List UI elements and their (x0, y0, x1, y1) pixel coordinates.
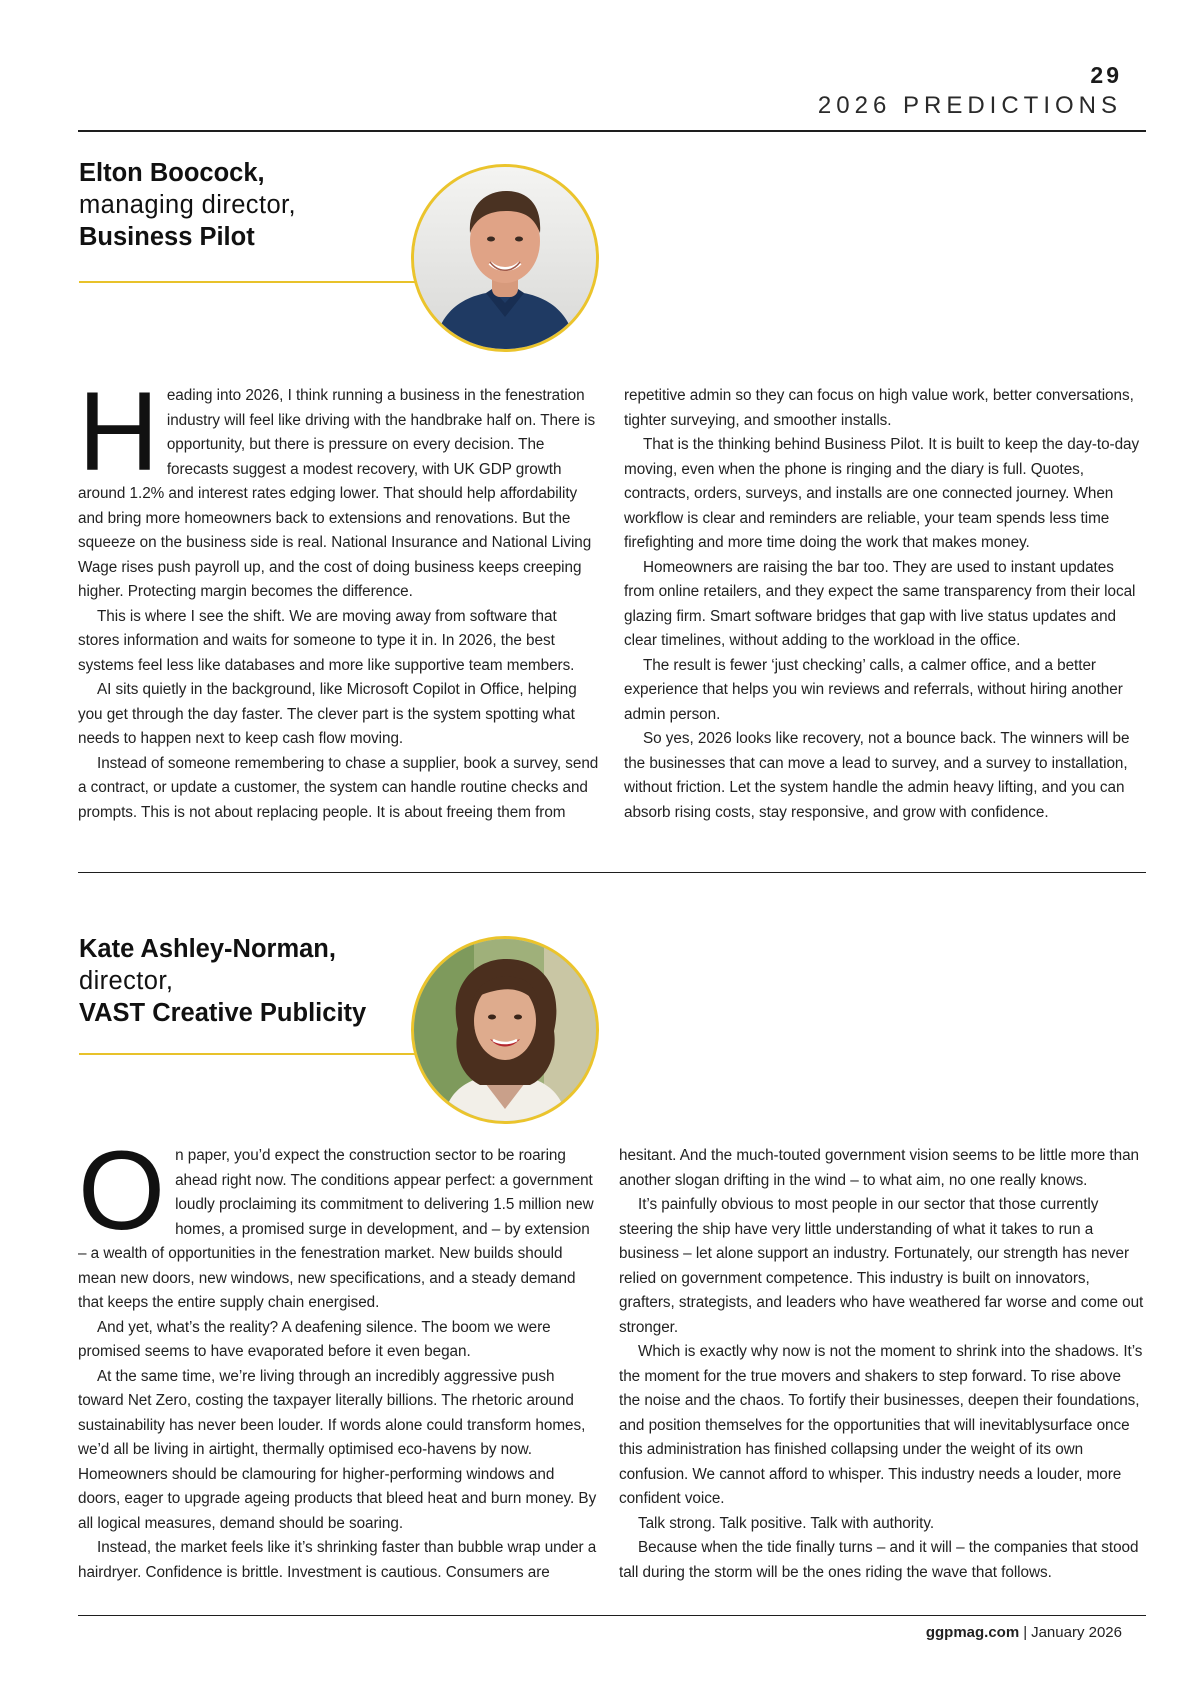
paragraph: At the same time, we’re living through an incredibly aggressive push toward Net Zero, costing the taxpayer literally billions. The rhetoric around sustainability has never been louder. If words alone could transform homes, we’d all be living in airtight, thermally optimised eco-havens by now. Homeowners should be clamouring for higher-performing windows and doors, eager to upgrade ageing products that bleed heat and burn money. By all logical measures, demand should be soaring. (78, 1367, 597, 1532)
byline-gold-line (79, 281, 416, 283)
author-company: VAST Creative Publicity (79, 999, 367, 1027)
paragraph: Talk strong. Talk positive. Talk with authority. (638, 1514, 935, 1532)
author-role: managing director, (79, 191, 296, 219)
footer-separator: | (1023, 1624, 1028, 1641)
byline-elton (79, 157, 296, 253)
top-rule (78, 130, 1146, 132)
woman-portrait-icon (414, 939, 596, 1121)
paragraph: eading into 2026, I think running a business in the fenestration industry will feel like driving with the handbrake half on. There is opportunity, but there is pressure on every decision. The forecasts suggest a modest recovery, with UK GDP growth around 1.2% and interest rates edging lower. That should help affordability and bring more homeowners back to extensions and renovations. But the squeeze on the business side is real. National Insurance and National Living Wage rises push payroll up, and the cost of doing business keeps creeping higher. Protecting margin becomes the difference. (78, 387, 596, 600)
article-kate-column-1 (78, 1128, 599, 1585)
footer-issue-date: January 2026 (1031, 1624, 1122, 1641)
paragraph: n paper, you’d expect the construction sector to be roaring ahead right now. The conditions appear perfect: a government loudly proclaiming its commitment to delivering 1.5 million new homes, a promised surge in development, and – by extension – a wealth of opportunities in the fenestration market. New builds should mean new doors, new windows, new specifications, and a steady demand that keeps the entire supply chain energised. (78, 1147, 594, 1311)
article-kate-column-2 (619, 1144, 1146, 1585)
footer-site-link[interactable]: ggpmag.com (925, 1624, 1020, 1641)
paragraph: AI sits quietly in the background, like Microsoft Copilot in Office, helping you get through the day faster. The clever part is the system spotting what needs to happen next to keep cash flow moving. (78, 681, 577, 747)
dropcap-o: O (78, 1128, 166, 1253)
man-portrait-icon (414, 167, 596, 349)
byline-kate (79, 933, 366, 1029)
paragraph: And yet, what’s the reality? A deafening silence. The boom we were promised seems to have evaporated before it even began. (78, 1318, 551, 1360)
byline-gold-line (79, 1053, 416, 1055)
paragraph: Homeowners are raising the bar too. They are used to instant updates from online retailers, and they expect the same transparency from their local glazing firm. Smart software bridges that gap with live status updates and clear timelines, without adding to the workload in the office. (624, 558, 1136, 649)
author-name: Kate Ashley-Norman, (79, 935, 336, 963)
paragraph: Instead, the market feels like it’s shrinking faster than bubble wrap under a hairdryer. Confidence is brittle. Investment is cautious. Consumers are (78, 1539, 597, 1581)
portrait-kate (411, 936, 599, 1124)
paragraph: This is where I see the shift. We are moving away from software that stores information and waits for someone to type it in. In 2026, the best systems feel less like databases and more like supportive team members. (78, 607, 575, 674)
bottom-rule (78, 1615, 1146, 1616)
portrait-elton (411, 164, 599, 352)
article-elton-column-1 (78, 369, 599, 825)
author-name: Elton Boocock, (79, 159, 265, 187)
paragraph: Which is exactly why now is not the moment to shrink into the shadows. It’s the moment for the true movers and shakers to step forward. To rise above the noise and the chaos. To fortify their businesses, deepen their foundations, and position themselves for the opportunities that will inevitablysurface once this administration has finished collapsing under the weight of its own confusion. We cannot afford to whisper. This industry needs a louder, more confident voice. (619, 1343, 1143, 1507)
paragraph: Because when the tide finally turns – and it will – the companies that stood tall during the storm will be the ones riding the wave that follows. (619, 1539, 1139, 1581)
middle-rule (78, 872, 1146, 873)
section-title: 2026 PREDICTIONS (817, 92, 1122, 119)
paragraph: Instead of someone remembering to chase a supplier, book a survey, send a contract, or update a customer, the system can handle routine checks and prompts. This is not about replacing people. It is about freeing them from (78, 754, 599, 821)
author-role: director, (79, 967, 174, 995)
paragraph: So yes, 2026 looks like recovery, not a bounce back. The winners will be the businesses that can move a lead to survey, and a survey to installation, without friction. Let the system handle the admin heavy lifting, and you can absorb rising costs, stay responsive, and grow with confidence. (624, 730, 1130, 821)
paragraph: That is the thinking behind Business Pilot. It is built to keep the day-to-day moving, even when the phone is ringing and the diary is full. Quotes, contracts, orders, surveys, and installs are one connected journey. When workflow is clear and reminders are reliable, your team spends less time firefighting and more time doing the work that makes money. (624, 436, 1140, 551)
paragraph: hesitant. And the much-touted government vision seems to be little more than another slogan drifting in the wind – to what aim, no one really knows. (619, 1147, 1139, 1189)
paragraph: It’s painfully obvious to most people in our sector that those currently steering the ship have very little understanding of what it takes to run a business – let alone support an industry. Fortunately, our strength has never relied on government competence. This industry is built on innovators, grafters, strategists, and leaders who have weathered far worse and come out stronger. (619, 1196, 1144, 1336)
paragraph: The result is fewer ‘just checking’ calls, a calmer office, and a better experience that helps you win reviews and referrals, without hiring another admin person. (624, 656, 1123, 723)
author-company: Business Pilot (79, 223, 255, 251)
dropcap-h: H (78, 369, 159, 494)
article-elton-column-2 (624, 384, 1146, 825)
footer (926, 1624, 1122, 1641)
paragraph: repetitive admin so they can focus on high value work, better conversations, tighter surveying, and smoother installs. (624, 387, 1134, 429)
page-number: 29 (1090, 62, 1122, 88)
